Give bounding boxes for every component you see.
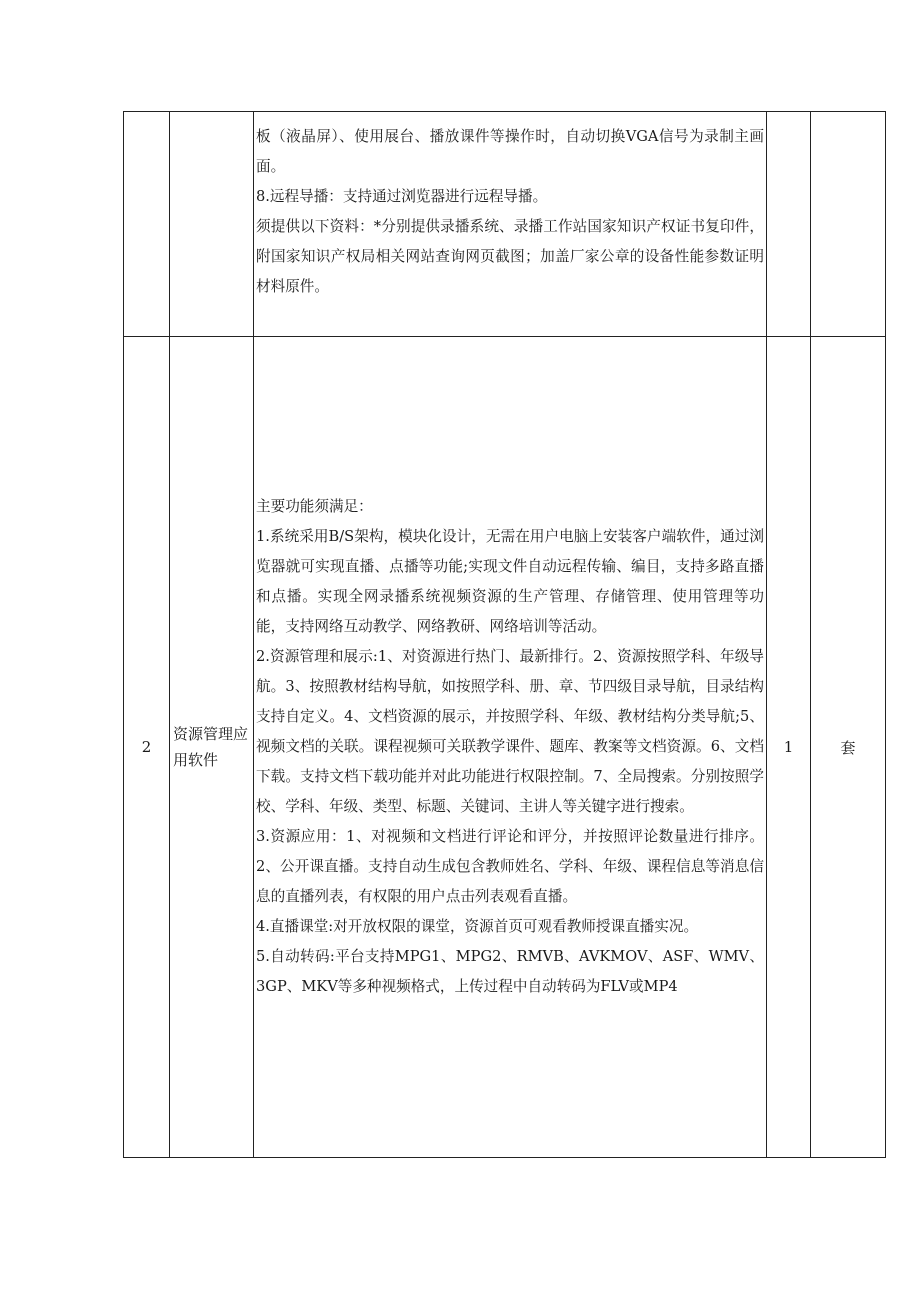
description-paragraph: 1.系统采用B/S架构，模块化设计，无需在用户电脑上安装客户端软件，通过浏览器就可实现直播、点播等功能;实现文件自动远程传输、编目，支持多路直播和点播。实现全网录播系统视频资源的生产管理、存储管理、使用管理等功能，支持网络互动教学、网络教研、网络培训等活动。 bbox=[256, 528, 764, 635]
item-quantity-cell bbox=[767, 112, 811, 337]
description-paragraph: 4.直播课堂:对开放权限的课堂，资源首页可观看教师授课直播实况。 bbox=[256, 918, 699, 935]
description-paragraph: 3.资源应用：1、对视频和文档进行评论和评分，并按照评论数量进行排序。2、公开课直播。支持自动生成包含教师姓名、学科、年级、课程信息等消息信息的直播列表，有权限的用户点击列表观看直播。 bbox=[256, 828, 764, 905]
item-name-cell: 资源管理应用软件 bbox=[170, 337, 254, 1158]
item-quantity-cell: 1 bbox=[767, 337, 811, 1158]
description-paragraph: 须提供以下资料：*分别提供录播系统、录播工作站国家知识产权证书复印件，附国家知识产权局相关网站查询网页截图；加盖厂家公章的设备性能参数证明材料原件。 bbox=[256, 218, 764, 295]
description-paragraph: 5.自动转码:平台支持MPG1、MPG2、RMVB、AVKMOV、ASF、WMV、3GP、MKV等多种视频格式，上传过程中自动转码为FLV或MP4 bbox=[256, 948, 764, 995]
description-text bbox=[254, 112, 766, 306]
description-paragraph: 板（液晶屏）、使用展台、播放课件等操作时，自动切换VGA信号为录制主画面。 bbox=[256, 128, 764, 175]
description-paragraph: 8.远程导播：支持通过浏览器进行远程导播。 bbox=[256, 188, 548, 205]
spec-table bbox=[123, 111, 886, 1158]
item-description-cell bbox=[254, 112, 767, 337]
description-paragraph: 2.资源管理和展示:1、对资源进行热门、最新排行。2、资源按照学科、年级导航。3、按照教材结构导航，如按照学科、册、章、节四级目录导航，目录结构支持自定义。4、文档资源的展示，并按照学科、年级、教材结构分类导航;5、视频文档的关联。课程视频可关联教学课件、题库、教案等文档资源。6、文档下载。支持文档下载功能并对此功能进行权限控制。7、全局搜索。分别按照学校、学科、年级、类型、标题、关键词、主讲人等关键字进行搜索。 bbox=[256, 648, 764, 815]
description-text bbox=[254, 492, 766, 1002]
table-row bbox=[124, 337, 886, 1158]
item-name-cell bbox=[170, 112, 254, 337]
item-unit-cell: 套 bbox=[811, 337, 886, 1158]
item-number-cell: 2 bbox=[124, 337, 170, 1158]
item-unit-cell bbox=[811, 112, 886, 337]
description-paragraph: 主要功能须满足： bbox=[256, 498, 373, 515]
item-number-cell bbox=[124, 112, 170, 337]
table-row bbox=[124, 112, 886, 337]
item-description-cell bbox=[254, 337, 767, 1158]
